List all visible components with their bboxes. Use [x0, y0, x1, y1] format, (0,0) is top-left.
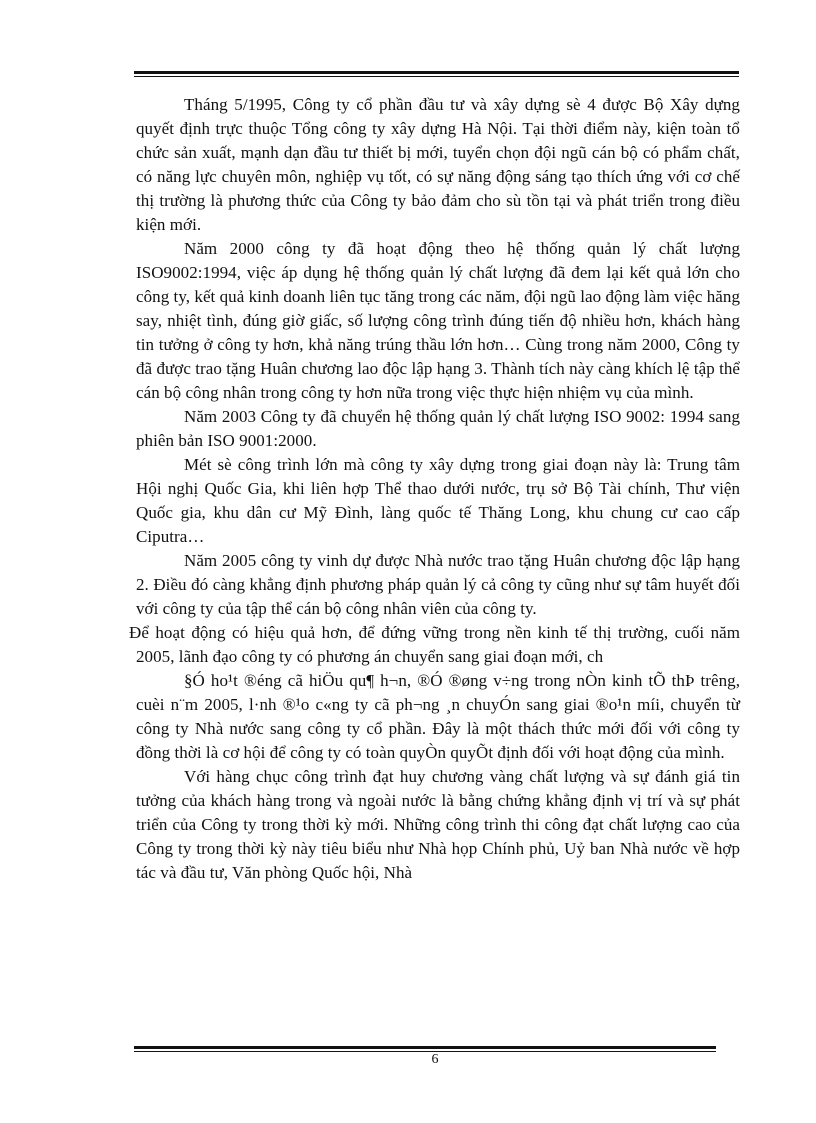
paragraph: §Ó ho¹t ®éng cã hiÖu qu¶ h¬n, ®Ó ®øng v÷ng trong nÒn kinh tÕ thÞ trêng, cuèi n¨m 2005, l·nh ®¹o c«ng ty cã ph¬ng ¸n chuyÓn sang giai ®o¹n míi, chuyển từ công ty Nhà nước sang công ty cổ phần. Đây là một thách thức mới đối với công ty đồng thời là cơ hội để công ty có toàn quyÒn quyÕt định đối với hoạt động của mình.: [136, 671, 740, 762]
page-number: 6: [431, 1052, 439, 1067]
paragraph: Năm 2000 công ty đã hoạt động theo hệ thống quản lý chất lượng ISO9002:1994, việc áp dụng hệ thống quản lý chất lượng đã đem lại kết quả lớn cho công ty, kết quả kinh doanh liên tục tăng trong các năm, đội ngũ lao động làm việc hăng say, nhiệt tình, đúng giờ giấc, số lượng công trình đúng tiến độ nhiều hơn, khách hàng tin tưởng ở công ty hơn, khả năng trúng thầu lớn hơn… Cùng trong năm 2000, Công ty đã được trao tặng Huân chương lao độc lập hạng 3. Thành tích này càng khích lệ tập thể cán bộ công nhân trong công ty hơn nữa trong việc thực hiện nhiệm vụ của mình.: [136, 239, 740, 402]
paragraph: Mét sè công trình lớn mà công ty xây dựng trong giai đoạn này là: Trung tâm Hội nghị Quốc Gia, khi liên hợp Thể thao dưới nước, trụ sở Bộ Tài chính, Thư viện Quốc gia, khu dân cư Mỹ Đình, làng quốc tế Thăng Long, khu chung cư cao cấp Ciputra…: [136, 455, 740, 546]
paragraph: Tháng 5/1995, Công ty cổ phần đầu tư và xây dựng sè 4 được Bộ Xây dựng quyết định trực thuộc Tổng công ty xây dựng Hà Nội. Tại thời điểm này, kiện toàn tổ chức sản xuất, mạnh dạn đầu tư thiết bị mới, tuyển chọn đội ngũ cán bộ có phẩm chất, có năng lực chuyên môn, nghiệp vụ tốt, có sự năng động sáng tạo thích ứng với cơ chế thị trường là phương thức của Công ty bảo đảm cho sù tồn tại và phát triển trong điều kiện mới.: [136, 95, 740, 234]
paragraph: Với hàng chục công trình đạt huy chương vàng chất lượng và sự đánh giá tin tưởng của khách hàng trong và ngoài nước là bằng chứng khẳng định vị trí và sự phát triển của Công ty trong thời kỳ mới. Những công trình thi công đạt chất lượng cao của Công ty trong thời kỳ này tiêu biểu như Nhà họp Chính phủ, Uỷ ban Nhà nước về hợp tác và đầu tư, Văn phòng Quốc hội, Nhà: [136, 767, 740, 882]
paragraph: Năm 2005 công ty vinh dự được Nhà nước trao tặng Huân chương độc lập hạng 2. Điều đó càng khẳng định phương pháp quản lý cả công ty cũng như sự tâm huyết đối với công ty của tập thể cán bộ công nhân viên của công ty.: [136, 551, 740, 618]
paragraph: Năm 2003 Công ty đã chuyển hệ thống quản lý chất lượng ISO 9002: 1994 sang phiên bản ISO 9001:2000.: [136, 407, 740, 450]
footer-rule: [134, 1046, 716, 1049]
paragraph: Để hoạt động có hiệu quả hơn, để đứng vững trong nền kinh tế thị trường, cuối năm 2005, lãnh đạo công ty có phương án chuyển sang giai đoạn mới, ch: [129, 623, 740, 666]
page-body: [129, 93, 740, 885]
header-rule: [134, 71, 739, 74]
